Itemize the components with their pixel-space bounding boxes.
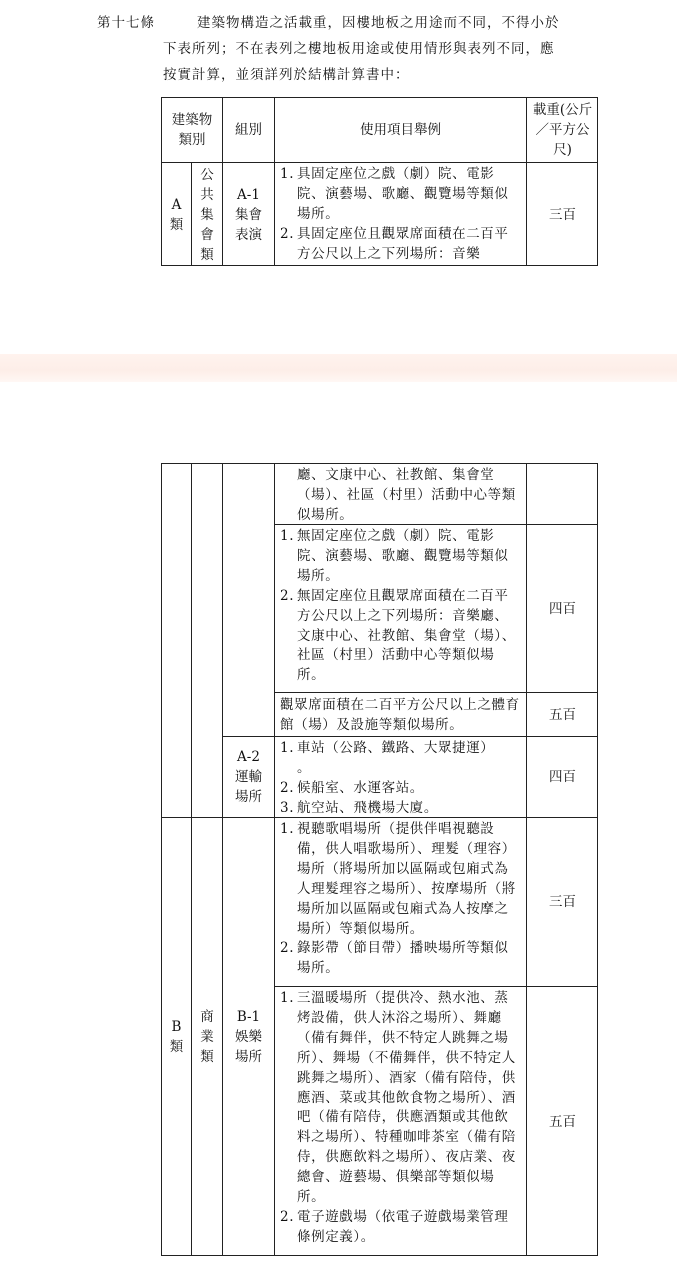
a1-uses-gymnasium: 觀眾席面積在二百平方公尺以上之體育館（場）及設施等類似場所。	[274, 692, 526, 736]
article-text-line-1: 建築物構造之活載重，因樓地板之用途而不同，不得小於	[197, 15, 560, 31]
group-b1	[222, 817, 274, 1256]
class-b: B類	[161, 817, 191, 1256]
a1-load-400: 四百	[526, 524, 598, 692]
use-item-text: 具固定座位之戲（劇）院、電影院、演藝場、歌廳、觀覽場等類似場所。	[297, 166, 509, 222]
use-item	[280, 587, 522, 687]
use-item	[280, 759, 522, 779]
a1-uses-continuation: 廳、文康中心、社教館、集會堂（場）、社區（村里）活動中心等類似場所。	[274, 463, 526, 524]
use-item-text: 具固定座位且觀眾席面積在二百平方公尺以上之下列場所：音樂	[297, 225, 509, 262]
use-item-number: 1.	[280, 528, 295, 544]
use-item	[280, 779, 522, 799]
class-a: A類	[161, 162, 191, 266]
use-item-number: 2.	[280, 225, 295, 242]
group-a1-cont	[222, 463, 274, 736]
use-item-text: 無固定座位之戲（劇）院、電影院、演藝場、歌廳、觀覽場等類似場所。	[297, 528, 509, 584]
header-uses: 使用項目舉例	[274, 97, 526, 162]
a1-uses-part-1	[274, 162, 526, 266]
group-a1	[222, 162, 274, 266]
class-a-cont	[161, 463, 191, 817]
subclass-public-assembly: 公共集會類	[191, 162, 222, 266]
page-separator	[0, 354, 677, 382]
b1-load-500: 五百	[526, 986, 598, 1256]
use-item-text: 航空站、飛機場大廈。	[297, 799, 438, 816]
use-item-number: 2.	[280, 587, 295, 604]
use-item-text: 。	[297, 759, 312, 776]
use-item-number: 2.	[280, 940, 295, 957]
a1-uses-no-fixed-seats	[274, 524, 526, 692]
group-a1-name: 集會表演	[235, 206, 262, 243]
use-item-text: 無固定座位且觀眾席面積在二百平方公尺以上之下列場所：音樂廳、文康中心、社教館、集會堂（場）、社區（村里）活動中心等類似場所。	[297, 587, 516, 684]
a1-load-300: 三百	[526, 162, 598, 266]
article-text-line-2: 下表所列；不在表列之樓地板用途或使用情形與表列不同，應	[163, 41, 555, 57]
group-a2-code: A-2	[237, 749, 260, 765]
use-item	[280, 989, 522, 1208]
article-number: 第十七條	[97, 15, 155, 31]
use-item	[280, 939, 522, 979]
use-item-number: 3.	[280, 799, 295, 816]
article-text-line-3: 按實計算，並須詳列於結構計算書中：	[163, 67, 410, 83]
use-item	[280, 165, 522, 225]
group-b1-code: B-1	[236, 1009, 261, 1025]
a1-load-cont	[526, 463, 598, 524]
use-item-text: 候船室、水運客站。	[297, 779, 424, 796]
use-item-text: 視聽歌唱場所（提供伴唱視聽設備，供人唱歌場所）、理髮（理容）場所（將場所加以區隔或包廂式為人理髮理容之場所）、按摩場所（將場所加以區隔或包廂式為人按摩之場所）等類似場所。	[297, 821, 516, 937]
use-item	[280, 820, 522, 939]
a2-load-400: 四百	[526, 736, 598, 817]
use-item-number: 1.	[280, 166, 295, 182]
use-item	[280, 799, 522, 819]
use-item-number: 2.	[280, 1208, 295, 1225]
group-a2-name: 運輸場所	[235, 769, 262, 805]
use-item	[280, 739, 522, 759]
use-item-number: 1.	[280, 821, 295, 837]
header-load: 載重(公斤／平方公尺)	[526, 97, 598, 162]
b1-uses-karaoke	[274, 817, 526, 986]
subclass-commercial: 商業類	[191, 817, 222, 1256]
group-a2	[222, 736, 274, 817]
subclass-public-cont	[191, 463, 222, 817]
use-item-text: 車站（公路、鐵路、大眾捷運）	[297, 740, 495, 756]
b1-uses-sauna	[274, 986, 526, 1256]
use-item	[280, 1208, 522, 1248]
use-item-text: 電子遊戲場（依電子遊戲場業管理條例定義）。	[297, 1208, 509, 1245]
a1-load-500: 五百	[526, 692, 598, 736]
use-item-number: 2.	[280, 779, 295, 796]
use-item-number: 1.	[280, 740, 295, 756]
use-item	[280, 225, 522, 265]
group-a1-code: A-1	[237, 186, 260, 203]
use-item	[280, 527, 522, 587]
header-category: 建築物類別	[161, 97, 222, 162]
use-item-text: 錄影帶（節目帶）播映場所等類似場所。	[297, 940, 509, 977]
b1-load-300: 三百	[526, 817, 598, 986]
use-item-number: 1.	[280, 990, 295, 1006]
group-b1-name: 娛樂場所	[235, 1029, 262, 1065]
load-table-page-2	[161, 463, 598, 1256]
use-item-text: 三溫暖場所（提供冷、熱水池、蒸烤設備，供人沐浴之場所）、舞廳（備有舞伴，供不特定人跳舞之場所）、舞場（不備舞伴，供不特定人跳舞之場所）、酒家（備有陪侍，供應酒、菜或其他飲食物之場所）、酒吧（備有陪侍，供應酒類或其他飲料之場所）、特種咖啡茶室（備有陪侍，供應飲料之場所）、夜店業、夜總會、遊藝場、俱樂部等類似場所。	[297, 990, 516, 1206]
load-table-page-1	[161, 97, 598, 266]
header-group: 組別	[222, 97, 274, 162]
a2-uses	[274, 736, 526, 817]
use-item-number	[280, 759, 297, 779]
